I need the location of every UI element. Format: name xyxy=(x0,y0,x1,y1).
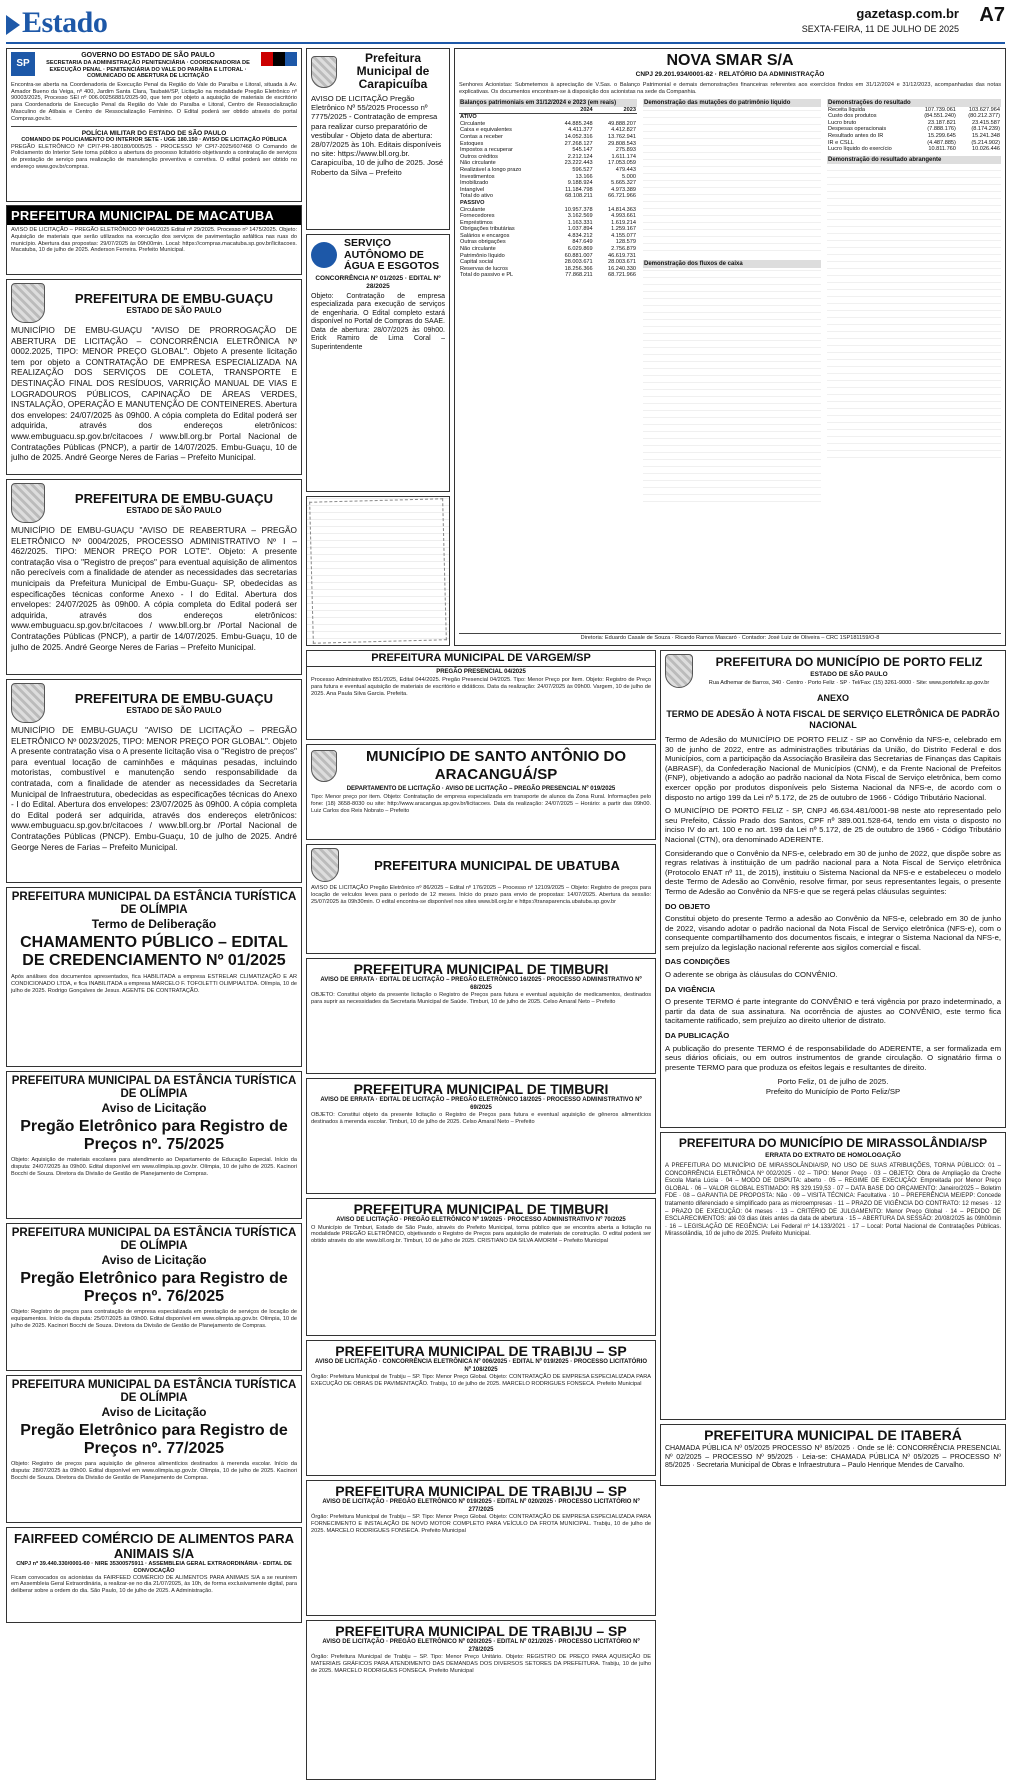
ad-headline: TERMO DE ADESÃO À NOTA FISCAL DE SERVIÇO ELETRÔNICA DE PADRÃO NACIONAL xyxy=(666,709,1000,730)
ad-subtitle: AVISO DE ERRATA · EDITAL DE LICITAÇÃO – PREGÃO ELETRÔNICO 18/2025 · PROCESSO ADMINISTRATIVO Nº 69/2025 xyxy=(320,1097,642,1111)
row-label: Investimentos xyxy=(460,173,495,180)
row-label: Total do passivo e PL xyxy=(460,272,514,279)
cell-value: 10.026.446 xyxy=(972,146,1000,153)
table-row xyxy=(459,174,637,181)
ad-body: Órgão: Prefeitura Municipal de Trabiju – SP. Tipo: Menor Preço Global. Objeto: CONTRATAÇÃO DE EMPRESA ESPECIALIZADA PARA EXECUÇÃO DE OBRAS DE PAVIMENTAÇÃO. Trabiju, 10 de julho de 2025. MARCELO RODRIGUES FONSECA. Prefeito Municipal xyxy=(311,1374,651,1387)
income-statement-table xyxy=(827,107,1001,153)
ad-kind: Aviso de Licitação xyxy=(101,1405,207,1419)
ad-title: PREFEITURA MUNICIPAL DE TIMBURI xyxy=(353,961,609,977)
ubatuba-crest-icon xyxy=(311,848,339,882)
ad-body: Após análises dos documentos apresentados, fica HABILITADA a empresa ESTRELAR CLIMATIZAÇÃO E AR CONDICIONADO LTDA, e fica INABILITADA a empresa MARCELO F. TOFOLETTI OLIMPIA/LTDA. Olímpia, 10 de julho de 2025. Rodrigo Gonçalves de Jesus. AGENTE DE CONTRATAÇÃO. xyxy=(11,974,297,994)
cell-value: 23.415.587 xyxy=(972,119,1000,126)
ad-subtitle: CONCORRÊNCIA Nº 01/2025 · EDITAL Nº 28/2025 xyxy=(315,274,441,290)
table-row xyxy=(459,187,637,194)
newspaper-logo[interactable] xyxy=(6,6,107,40)
cell-value: 77.868.211 xyxy=(565,272,593,279)
ad-state: ESTADO DE SÃO PAULO xyxy=(126,505,222,515)
ad-macatuba xyxy=(6,205,302,275)
table-row xyxy=(459,200,637,207)
row-label: Intangível xyxy=(460,186,485,193)
dre-title: Demonstrações do resultado xyxy=(827,99,1001,107)
cell-value: 103.627.964 xyxy=(968,106,1000,113)
table-row xyxy=(459,220,637,227)
table-row xyxy=(827,120,1001,127)
paragraph: O presente TERMO é parte integrante do CONVÊNIO e terá vigência por prazo indeterminado, a partir da data de sua assinatura. Na ocorrência de ajustes ao CONVÊNIO, este termo fica tacitamente ratificado, sem prejuízo ao direito ulterior de distrato. xyxy=(665,997,1001,1026)
ad-body: O Município de Timburi, Estado de São Paulo, através do Prefeito Municipal, torna público que se encontra aberta a licitação na modalidade PREGÃO ELETRÔNICO, objetivando o Registro de Preços para aquisição de materiais de construção. O edital poderá ser obtido através do site www.bll.org.br. Timburi, 10 de julho de 2025. CRISTIANO DA SILVA AMORIM – Prefeito Municipal xyxy=(311,1224,651,1245)
paragraph: Considerando que o Convênio da NFS-e, celebrado em 30 de junho de 2022, que dispõe sobre as regras relativas à instituição de um padrão nacional para a Nota Fiscal de Serviço eletrônica (Protocolo ENAT nº 11, de 2015), instituiu o Sistema Nacional da NFS-e e estabeleceu o modelo deste Termo de Adesão ao Convênio, resolve firmar, por seus representantes legais, o presente Termo de Adesão ao Convênio da NFS-e que se regerá pelas cláusulas seguintes: xyxy=(665,848,1001,896)
ad-headline: Pregão Eletrônico para Registro de Preços nº. 77/2025 xyxy=(20,1422,288,1457)
paragraph: A publicação do presente TERMO é de responsabilidade do ADERENTE, a ser formalizada em seus diários oficiais, ou em outros instrumentos de grande circulação. O signatário firma o presente TERMO para que produza os efeitos legais e resultantes de direito. xyxy=(665,1043,1001,1072)
ad-ubatuba xyxy=(306,844,656,954)
table-row xyxy=(459,213,637,220)
row-label: Outras obrigações xyxy=(460,239,506,246)
ad-body: Senhores Acionistas: Submetemos à apreciação de V.Sas. o Balanço Patrimonial e demais demonstrações financeiras referentes aos exercícios findos em 31/12/2024 e 31/12/2023, acompanhadas das notas explicativas. Os documentos encontram-se à disposição dos acionistas na sede da Companhia. xyxy=(459,82,1001,95)
ad-title: PREFEITURA DO MUNICÍPIO DE MIRASSOLÂNDIA/SP xyxy=(678,1136,988,1150)
cell-value: 128.579 xyxy=(615,239,636,246)
ad-address: Rua Adhemar de Barros, 340 · Centro · Porto Feliz · SP · Tel/Fax: (15) 3261-9000 · Site: www.portofeliz.sp.gov.br xyxy=(708,680,990,687)
cell-value: 14.814.363 xyxy=(608,206,636,213)
embu-crest-icon xyxy=(11,283,45,323)
ad-title: NOVA SMAR S/A xyxy=(666,52,794,69)
ad-olimpia-1 xyxy=(6,887,302,1067)
ad-body: Ficam convocados os acionistas da FAIRFEED COMÉRCIO DE ALIMENTOS PARA ANIMAIS S/A a se reunirem em Assembleia Geral Extraordinária, a realizar-se no dia 21/07/2025, às 10h, de forma exclusivamente digital, para deliberar sobre a ordem do dia. São Paulo, 10 de julho de 2025. A Administração. xyxy=(11,1574,297,1595)
notes-table xyxy=(827,164,1001,464)
ad-scanned-notice xyxy=(306,496,450,646)
cell-value: 15.241.348 xyxy=(972,132,1000,139)
cell-value: 5.665.327 xyxy=(611,180,636,187)
cell-value: 4.412.827 xyxy=(611,127,636,134)
ad-body: PREGÃO ELETRÔNICO Nº CPI7-PR-180180/0005/25 - PROCESSO Nº CPI7-2025/607468 O Comando de Policiamento do Interior Sete torna público a abertura do processo licitatório objetivando a contratação de serviços de prestação de serviço para realização de manutenção preventiva e corretiva. O edital poderá ser obtido no endereço www.gov.br/compras. xyxy=(11,143,297,171)
dmpl-table xyxy=(643,107,821,257)
row-label: Patrimônio líquido xyxy=(460,252,505,259)
annex-label: ANEXO xyxy=(816,693,849,703)
ad-timburi-2 xyxy=(306,1078,656,1194)
ad-body: Objeto: Registro de preços para contratação de empresa especializada em prestação de serviços de locação de equipamentos. Início da disputa: 25/07/2025 às 09h00. Edital disponível em www.olimpia.sp.gov.br. Olímpia, 10 de julho de 2025. Kacinori Bocchi de Souza. Diretora da Divisão de Gestão de Planejamento de Compras. xyxy=(11,1309,297,1329)
table-row xyxy=(459,141,637,148)
ad-subtitle: CNPJ nº 39.440.330/0001-60 · NIRE 35300575911 · ASSEMBLEIA GERAL EXTRAORDINÁRIA · EDITAL DE CONVOCAÇÃO xyxy=(16,1561,292,1574)
ad-title: PREFEITURA MUNICIPAL DE MACATUBA xyxy=(7,206,301,225)
ad-headline: Pregão Eletrônico para Registro de Preços nº. 75/2025 xyxy=(20,1118,288,1153)
ad-title: PREFEITURA MUNICIPAL DA ESTÂNCIA TURÍSTICA DE OLÍMPIA xyxy=(11,891,297,916)
header-rule xyxy=(6,42,1005,44)
cell-value xyxy=(594,200,637,207)
cell-value: 4.155.077 xyxy=(611,232,636,239)
row-label: Realizável a longo prazo xyxy=(460,166,522,173)
cell-value: 60.881.007 xyxy=(564,252,593,259)
cell-value: 1.259.167 xyxy=(611,226,636,233)
ad-title: SERVIÇO AUTÔNOMO DE ÁGUA E ESGOTOS xyxy=(344,237,440,272)
ad-body: MUNICÍPIO DE EMBU-GUAÇU "AVISO DE LICITAÇÃO – PREGÃO ELETRÔNICO Nº 0023/2025, TIPO: MENOR PREÇO POR GLOBAL". Objeto A presente contratação visa o A presente licitação visa o "Registro de preços" para eventual locação de caminhões e máquinas pesadas, incluindo motoristas, combustível e manutenção sendo responsabilidade da contratada, com a finalidade de atender as necessidades da Secretaria Municipal de Infraestrutura, obedecidas as especificações técnicas do Anexo - I do Edital. Abertura dos envelopes: 23/07/2025 às 09h00. A cópia completa do Edital poderá ser adquirida, através dos endereços eletrônicos: www.embuguacu.sp.gov.br/citacoes / www.bll.org.br /Portal Nacional de Contratações Públicas (PNCP). Embu-Guaçu, 10 de julho de 2025. André George Neres de Farias – Prefeito Municipal. xyxy=(11,725,297,852)
row-label: Lucro bruto xyxy=(828,119,857,126)
cell-value: 17.053.059 xyxy=(608,160,636,167)
ad-subtitle: AVISO DE LICITAÇÃO · PREGÃO ELETRÔNICO Nº 19/2025 · PROCESSO ADMINISTRATIVO Nº 70/2025 xyxy=(336,1217,626,1223)
ad-title: Prefeitura Municipal de Carapicuíba xyxy=(356,51,430,91)
ad-body: OBJETO: Constitui objeto da presente licitação o Registro de Preços para futura e eventual aquisição de medicamentos, destinados para suprir as necessidades da Secretaria Municipal de Saúde. Timburi, 10 de julho de 2025. Celso Amaral Neto – Prefeito xyxy=(311,992,651,1005)
cell-value: 46.619.731 xyxy=(608,252,636,259)
ad-porto-feliz xyxy=(660,650,1006,1128)
sp-gov-brand-icon xyxy=(261,52,297,66)
cell-value: 10.957.378 xyxy=(564,206,593,213)
row-label: Capital social xyxy=(460,259,494,266)
cell-value: 2.756.879 xyxy=(611,246,636,253)
cell-value: (80.212.377) xyxy=(968,113,1000,120)
table-row xyxy=(459,134,637,141)
cell-value: 1.611.174 xyxy=(611,153,636,160)
ad-subtitle: COMANDO DE POLICIAMENTO DO INTERIOR SETE - UGE 180.150 · AVISO DE LICITAÇÃO PÚBLICA xyxy=(21,137,287,144)
ad-title: GOVERNO DO ESTADO DE SÃO PAULO xyxy=(81,52,215,59)
cell-value: 545.147 xyxy=(572,147,593,154)
row-label: Resultado antes do IR xyxy=(828,132,884,139)
table-row xyxy=(459,114,637,121)
ad-title: PREFEITURA MUNICIPAL DE TIMBURI xyxy=(353,1081,609,1097)
ad-olimpia-3 xyxy=(6,1223,302,1371)
paragraph: O aderente se obriga às cláusulas do CONVÊNIO. xyxy=(665,970,838,980)
row-label: PASSIVO xyxy=(460,199,485,206)
cell-value: 13.762.941 xyxy=(608,133,636,140)
ad-body: AVISO DE LICITAÇÃO Pregão Eletrônico nº 86/2025 – Edital nº 176/2025 – Processo nº 12109/2025 – Objeto: Registro de preços para locação de veículos leves para o período de 12 meses. Início do prazo para envio de propostas: 14/07/2025. Abertura da sessão: 25/07/2025 às 09h30min. O edital encontra-se disponível nos sites www.bll.org.br e https://transparencia.ubatuba.sp.gov.br xyxy=(311,885,651,905)
row-label: Obrigações tributárias xyxy=(460,226,515,233)
cell-value: 3.162.569 xyxy=(567,213,593,220)
ad-body: Objeto: Registro de preços para aquisição de gêneros alimentícios destinados à merenda escolar. Início da disputa: 28/07/2025 às 09h00. Edital disponível em www.olimpia.sp.gov.br. Olímpia, 10 de julho de 2025. Kacinori Bocchi de Souza. Diretora da Divisão de Gestão de Planejamento de Compras. xyxy=(11,1461,297,1481)
paragraph: Constitui objeto do presente Termo a adesão ao Convênio da NFS-e, celebrado em 30 de junho de 2022, visando adotar o padrão nacional da Nota Fiscal de Serviço eletrônica (NFS-e), com o consequente compartilhamento dos documentos fiscais, e integrar o Sistema Nacional da NFS-e, sem prejuízo da legislação nacional referente aos sigilos comercial e fiscal. xyxy=(665,914,1001,952)
ad-kind: Aviso de Licitação xyxy=(101,1253,207,1267)
row-label: Circulante xyxy=(460,206,486,213)
ad-olimpia-2 xyxy=(6,1071,302,1219)
ad-title: PREFEITURA MUNICIPAL DE UBATUBA xyxy=(374,857,620,873)
aracangua-crest-icon xyxy=(311,750,337,782)
ad-title: POLÍCIA MILITAR DO ESTADO DE SÃO PAULO xyxy=(81,129,227,137)
ad-body: Objeto: Contratação de empresa especializada para execução de serviços de engenharia. O Edital completo estará disponível no Portal de Compras do SAAE. Data de abertura: 28/07/2025 às 09h00. Erick Ramiro de Lima Coral – Superintendente xyxy=(311,292,445,352)
ad-embu-2 xyxy=(6,479,302,675)
row-label: Salários e encargos xyxy=(460,232,510,239)
ad-subtitle: PREGÃO PRESENCIAL 04/2025 xyxy=(436,669,526,675)
ad-timburi-1 xyxy=(306,958,656,1074)
table-row xyxy=(827,140,1001,147)
cell-value: 11.184.798 xyxy=(565,186,593,193)
ad-trabiju-3 xyxy=(306,1620,656,1780)
site-url[interactable]: gazetasp.com.br xyxy=(856,6,959,21)
row-label: Circulante xyxy=(460,120,486,127)
ad-timburi-3 xyxy=(306,1198,656,1336)
row-label: Impostos a recuperar xyxy=(460,147,513,154)
row-label: Não circulante xyxy=(460,160,496,167)
ad-title: PREFEITURA MUNICIPAL DE TIMBURI xyxy=(353,1201,609,1217)
table-row xyxy=(827,107,1001,114)
ad-vargem xyxy=(306,650,656,740)
ad-sp-gov xyxy=(6,48,302,202)
cell-value xyxy=(594,114,637,121)
table-row xyxy=(459,239,637,246)
ad-title: PREFEITURA MUNICIPAL DA ESTÂNCIA TURÍSTICA DE OLÍMPIA xyxy=(11,1379,297,1404)
ad-itabera xyxy=(660,1424,1006,1486)
ad-headline: Pregão Eletrônico para Registro de Preços nº. 76/2025 xyxy=(20,1270,288,1305)
cell-value: 27.268.127 xyxy=(564,140,593,147)
table-row xyxy=(459,226,637,233)
ad-signatures: Diretoria: Eduardo Casale de Souza · Ricardo Ramos Mascaró · Contador: José Luiz de Oliveira – CRC 1SP181159/O-8 xyxy=(459,633,1001,642)
ad-body: AVISO DE LICITAÇÃO Pregão Eletrônico Nº 55/2025 Processo nº 7775/2025 - Contratação de empresa para realizar curso preparatório de vestibular - Objeto data de abertura: 28/07/2025 às 10h. Editais disponíveis no site: https://www.bll.org.br. Carapicuíba, 10 de julho de 2025. José Roberto da Silva – Prefeito xyxy=(311,94,444,177)
ad-olimpia-4 xyxy=(6,1375,302,1523)
cell-value: (5.214.902) xyxy=(971,139,1000,146)
table-row xyxy=(459,121,637,128)
ad-trabiju-2 xyxy=(306,1480,656,1616)
ad-title: PREFEITURA DO MUNICÍPIO DE PORTO FELIZ xyxy=(715,655,983,670)
table-row xyxy=(459,154,637,161)
ad-nova-smar xyxy=(454,48,1006,646)
ad-saae xyxy=(306,234,450,492)
table-row xyxy=(459,167,637,174)
dfc-title: Demonstração dos fluxos de caixa xyxy=(643,260,821,268)
cell-value: 847.649 xyxy=(572,239,593,246)
bp-year: 2023 xyxy=(594,107,637,114)
scanned-document-image xyxy=(309,498,447,643)
place-date: Porto Feliz, 01 de julho de 2025. xyxy=(777,1077,889,1087)
ad-body: AVISO DE LICITAÇÃO – PREGÃO ELETRÔNICO Nº 046/2025 Edital nº 29/2025. Processo nº 1475/2025. Objeto: Aquisição de materiais que serão utilizados na execução dos serviços de pavimentação asfáltica nas ruas do município. Abertura das propostas: 29/07/2025 às 09h00min. Local: https://compras.macatuba.sp.gov.br/licitacoes. Macatuba, 10 de julho de 2025. Anderson Ferreira. Prefeito Municipal. xyxy=(11,227,297,254)
section-heading: DA VIGÊNCIA xyxy=(665,984,716,994)
table-row xyxy=(459,180,637,187)
cell-value: 23.187.821 xyxy=(927,119,956,126)
ad-body: MUNICÍPIO DE EMBU-GUAÇU "AVISO DE REABERTURA – PREGÃO ELETRÔNICO Nº 0004/2025, PROCESSO ADMINISTRATIVO Nº I – 462/2025. TIPO: MENOR PREÇO POR LOTE". Objeto: A presente contratação visa o "Registro de preços" para eventual aquisição de alimentos não perecíveis com a finalidade de atender as necessidades das secretarias municipais da Prefeitura Municipal de Embu-Guaçu- SP, obedecidas as especificações técnicas conforme Anexo - I do Edital. Abertura dos envelopes: 24/07/2025 às 09h00. A cópia completa do Edital poderá ser adquirida, através dos endereços eletrônicos: www.embuguacu.sp.gov.br/citacoes / www.bll.org.br /Portal Nacional de Contratações Públicas (PNCP), a partir de 14/07/2025. Embu-Guaçu, 10 de julho de 2025. André George Neres de Farias – Prefeito Municipal. xyxy=(11,525,297,652)
ad-subtitle: DEPARTAMENTO DE LICITAÇÃO · AVISO DE LICITAÇÃO – PREGÃO PRESENCIAL Nº 019/2025 xyxy=(346,786,616,792)
table-row xyxy=(459,127,637,134)
row-label: Fornecedores xyxy=(460,213,495,220)
ad-subtitle: AVISO DE LICITAÇÃO · CONCORRÊNCIA ELETRÔNICA Nº 006/2025 · EDITAL Nº 019/2025 · PROCESSO LICITATÓRIO Nº 108/2025 xyxy=(315,1359,647,1373)
embu-crest-icon xyxy=(11,683,45,723)
ad-title: FAIRFEED COMÉRCIO DE ALIMENTOS PARA ANIMAIS S/A xyxy=(14,1531,294,1561)
ad-title: PREFEITURA MUNICIPAL DE TRABIJU – SP xyxy=(335,1343,627,1359)
cell-value: 23.222.443 xyxy=(564,160,593,167)
table-row xyxy=(459,259,637,266)
row-label: Caixa e equivalentes xyxy=(460,127,512,134)
paragraph: Termo de Adesão do MUNICÍPIO DE PORTO FELIZ - SP ao Convênio da NFS-e, celebrado em 30 de junho de 2022, entre as administrações tributárias da União, do Distrito Federal e dos Municípios, com a participação da Associação Brasileira das Secretarias de Finanças das Capitais (ABRASF), da Confederação Nacional de Municípios (CNM), e da Frente Nacional de Prefeitos (FNP), objetivando a adoção ao padrão nacional da Nota Fiscal de Serviço eletrônica, bem como exercer opção por produtos disponíveis pelo Sistema Nacional da NFS-e, de acordo com o disposto no artigo 199 da Lei nº 5.172, de 25 de outubro de 1966 - Código Tributário Nacional. xyxy=(665,735,1001,802)
ad-subtitle: AVISO DE LICITAÇÃO · PREGÃO ELETRÔNICO Nº 019/2025 · EDITAL Nº 020/2025 · PROCESSO LICITATÓRIO Nº 277/2025 xyxy=(322,1499,640,1513)
table-row xyxy=(459,272,637,279)
ad-kind: Termo de Deliberação xyxy=(91,917,217,931)
ad-body: Tipo: Menor preço por item. Objeto: Contratação de empresa especializada em transporte de alunos da Zona Rural. Informações pelo fone: (18) 3658-8030 ou site: http://www.aracangua.sp.gov.br/licitacoes. Data da realização: 24/07/2025 – Horário: a partir das 09h00. Luiz Carlos dos Reis Nobrato – Prefeito xyxy=(311,794,651,814)
ad-body: Objeto: Aquisição de materiais escolares para atendimento ao Departamento de Educação Especial. Início da disputa: 24/07/2025 às 09h00. Edital disponível em www.olimpia.sp.gov.br. Olímpia, 10 de julho de 2025. Kacinori Bocchi de Souza. Diretora da Divisão de Gestão de Planejamento de Compras. xyxy=(11,1157,297,1177)
ad-subtitle: CNPJ 29.201.934/0001-82 · RELATÓRIO DA ADMINISTRAÇÃO xyxy=(635,71,825,78)
carapicuiba-crest-icon xyxy=(311,56,337,88)
bp-title: Balanços patrimoniais em 31/12/2024 e 2023 (em reais) xyxy=(459,99,637,107)
cell-value: (4.487.885) xyxy=(927,139,956,146)
cell-value: 44.885.248 xyxy=(564,120,593,127)
cell-value: 29.808.543 xyxy=(608,140,636,147)
ad-body: A PREFEITURA DO MUNICÍPIO DE MIRASSOLÂNDIA/SP, NO USO DE SUAS ATRIBUIÇÕES, TORNA PÚBLICO: 01 – CONCORRÊNCIA ELETRÔNICA Nº 002/2025 · 02 – TIPO: Menor Preço · 03 – OBJETO: Obra de Ampliação da Creche Escola Maria Lúcia · 04 – MODO DE DISPUTA: aberto · 05 – REGIME DE EXECUÇÃO: Empreitada por Menor Preço GLOBAL · 06 – VALOR GLOBAL ESTIMADO: R$ 329.159,53 · 07 – DATA BASE DO ORÇAMENTO: Janeiro/2025 – Boletim FDE · 08 – GARANTIA DE PROPOSTA: Não · 09 – VISITA TÉCNICA: Facultativa · 10 – PREFERÊNCIA ME/EPP: Concede tratamento diferenciado e simplificado para as microempresas · 11 – PRAZO DE VIGÊNCIA DO CONTRATO: 12 meses · 12 – PRAZO DE EXECUÇÃO: 04 meses · 13 – CRITÉRIO DE JULGAMENTO: Menor Preço Global · 14 – PEDIDO DE ESCLARECIMENTOS: até 03 dias úteis antes da data de abertura · 15 – ABERTURA DA SESSÃO: 20/08/2025 às 09h00min · 16 – LEGISLAÇÃO DE REGÊNCIA: Lei Federal nº 14.133/2021 · 17 – Local: Portal Nacional de Contratações Públicas. Mirassolândia, 10 de julho de 2025. Prefeito Municipal. xyxy=(665,1163,1001,1238)
cell-value: 1.037.894 xyxy=(567,226,593,233)
cell-value: 1.619.214 xyxy=(611,219,636,226)
paragraph: O MUNICÍPIO DE PORTO FELIZ - SP, CNPJ 46.634.481/0001-98 neste ato representado pelo seu Prefeito, Cássio Prado dos Santos, CPF nº 389.001.528-64, tendo em vista o disposto no inciso IV do art. 100 e no art. 199 da Lei nº 5.172, de 25 de outubro de 1966 - Código Tributário Nacional (CTN), ora denominado ADERENTE. xyxy=(665,806,1001,844)
ad-mirassolandia xyxy=(660,1132,1006,1420)
ad-title: PREFEITURA DE EMBU-GUAÇU xyxy=(74,690,274,706)
row-label: Outros créditos xyxy=(460,153,498,160)
page-number: A7 xyxy=(979,4,1005,26)
row-label: Reservas de lucros xyxy=(460,265,508,272)
ad-embu-1 xyxy=(6,279,302,475)
ad-kind: Aviso de Licitação xyxy=(101,1101,207,1115)
cell-value: 4.834.212 xyxy=(567,232,593,239)
cell-value: 4.973.389 xyxy=(611,186,636,193)
ad-title: PREFEITURA MUNICIPAL DA ESTÂNCIA TURÍSTICA DE OLÍMPIA xyxy=(11,1075,297,1100)
cell-value: (84.551.240) xyxy=(924,113,956,120)
ad-body: Processo Administrativo 851/2025, Edital 044/2025. Pregão Presencial 04/2025. Tipo: Menor Preço por Item. Objeto: Registro de Preço para futura e eventual aquisição de materiais de escritório e didáticos. Data da realização: 24/07/2025 às 09h00. Vargem, 10 de julho de 2025. Ana Paula Silva Garcia. Prefeita. xyxy=(311,677,651,697)
table-row xyxy=(459,246,637,253)
ad-title: MUNICÍPIO DE SANTO ANTÔNIO DO ARACANGUÁ/SP xyxy=(365,748,626,783)
edition-date: SEXTA-FEIRA, 11 DE JULHO DE 2025 xyxy=(801,24,959,34)
cell-value: 2.212.124 xyxy=(567,153,593,160)
ad-subtitle: SECRETARIA DA ADMINISTRAÇÃO PENITENCIÁRIA · COORDENADORIA DE EXECUÇÃO PENAL · PENITENCIÁRIA DO VALE DO PARAÍBA E LITORAL · COMUNICADO DE ABERTURA DE LICITAÇÃO xyxy=(46,60,250,80)
row-label: Contas a receber xyxy=(460,133,503,140)
ad-title: PREFEITURA DE EMBU-GUAÇU xyxy=(74,290,274,306)
cell-value: 275.893 xyxy=(615,147,636,154)
row-label: Empréstimos xyxy=(460,219,493,226)
table-row xyxy=(459,253,637,260)
table-row xyxy=(827,146,1001,153)
cell-value: 68.721.966 xyxy=(608,272,636,279)
ad-carapicuiba xyxy=(306,48,450,230)
ad-embu-3 xyxy=(6,679,302,883)
section-heading: DAS CONDIÇÕES xyxy=(665,957,730,967)
logo-text: Estado xyxy=(22,6,108,39)
table-row xyxy=(459,233,637,240)
cell-value: 66.721.966 xyxy=(608,193,636,200)
table-row xyxy=(459,193,637,200)
cell-value: 18.256.366 xyxy=(564,265,593,272)
cell-value: 49.888.207 xyxy=(608,120,636,127)
ad-title: PREFEITURA MUNICIPAL DE TRABIJU – SP xyxy=(335,1483,627,1499)
dra-title: Demonstração do resultado abrangente xyxy=(827,156,1001,164)
table-row xyxy=(459,147,637,154)
ad-state: ESTADO DE SÃO PAULO xyxy=(126,705,222,715)
dmpl-title: Demonstração das mutações do patrimônio líquido xyxy=(643,99,821,107)
cell-value: 28.003.671 xyxy=(608,259,636,266)
row-label: Lucro líquido do exercício xyxy=(828,146,892,153)
ad-body: MUNICÍPIO DE EMBU-GUAÇU "AVISO DE PRORROGAÇÃO DE ABERTURA DE LICITAÇÃO – CONCORRÊNCIA ELETRÔNICA Nº 0002.2025, TIPO: MENOR PREÇO GLOBAL". Objeto A presente licitação tem por objeto a CONTRATAÇÃO DE EMPRESA ESPECIALIZADA NA REALIZAÇÃO DOS SERVIÇOS DE COLETA, TRANSPORTE E DESTINAÇÃO FINAL DOS RESÍDUOS, VARRIÇÃO MANUAL DE VIAS E LOGRADOUROS PÚBLICOS, CAPINAÇÃO DE ÁREAS VERDES, INSTALAÇÃO, OPERAÇÃO E MANUTENÇÃO DE CONTEINERES. Abertura dos envelopes: 24/07/2025 às 09h00. A cópia completa do Edital poderá ser adquirida, através dos endereços eletrônicos: www.embuguacu.sp.gov.br/citacoes / www.bll.org.br Portal Nacional de Contratações Públicas (PNCP), a partir de 14/07/2025. Embu-Guaçu, 10 de julho de 2025. André George Neres de Farias – Prefeito Municipal. xyxy=(11,325,297,463)
ad-state: ESTADO DE SÃO PAULO xyxy=(126,305,222,315)
ad-body: OBJETO: Constitui objeto da presente licitação o Registro de Preços para futura e eventual aquisição de gêneros alimentícios destinados à merenda escolar. Timburi, 10 de julho de 2025. Celso Amaral Neto – Prefeito xyxy=(311,1112,651,1125)
cell-value: 1.163.331 xyxy=(567,219,593,226)
ad-subtitle: AVISO DE LICITAÇÃO · PREGÃO ELETRÔNICO Nº 020/2025 · EDITAL Nº 021/2025 · PROCESSO LICITATÓRIO Nº 278/2025 xyxy=(322,1639,640,1653)
ad-body: Órgão: Prefeitura Municipal de Trabiju – SP. Tipo: Menor Preço Global. Objeto: CONTRATAÇÃO DE EMPRESA ESPECIALIZADA PARA FORNECIMENTO E INSTALAÇÃO DE NOVO MOTOR COMPLETO PARA VEÍCULO DA FROTA MUNICIPAL. Trabiju, 10 de julho de 2025. MARCELO RODRIGUES FONSECA. Prefeito Municipal xyxy=(311,1514,651,1534)
row-label: Receita líquida xyxy=(828,106,866,113)
cell-value: 479.443 xyxy=(615,166,636,173)
ad-aracangua xyxy=(306,744,656,840)
row-label: IR e CSLL xyxy=(828,139,854,146)
cell-value: 13.166 xyxy=(575,173,593,180)
cell-value: 6.029.869 xyxy=(567,246,593,253)
ad-subtitle: ERRATA DO EXTRATO DE HOMOLOGAÇÃO xyxy=(765,1152,901,1159)
cell-value xyxy=(550,200,593,207)
cell-value: 14.052.316 xyxy=(564,133,593,140)
ad-state: ESTADO DE SÃO PAULO xyxy=(810,671,888,679)
ad-body: Órgão: Prefeitura Municipal de Trabiju – SP. Tipo: Menor Preço Unitário. Objeto: REGISTRO DE PREÇO PARA AQUISIÇÃO DE MATERIAIS GRÁFICOS PARA ATENDIMENTO DAS DEMANDAS DOS DIVERSOS SETORES DA PREFEITURA. Trabiju, 10 de julho de 2025. MARCELO RODRIGUES FONSECA. Prefeito Municipal xyxy=(311,1654,651,1674)
cell-value: 5.000 xyxy=(622,173,636,180)
bp-year: 2024 xyxy=(550,107,593,114)
cell-value: 9.188.924 xyxy=(567,180,593,187)
row-label: Não circulante xyxy=(460,246,496,253)
row-label: ATIVO xyxy=(460,114,477,121)
table-row xyxy=(827,126,1001,133)
ad-headline: CHAMAMENTO PÚBLICO – EDITAL DE CREDENCIAMENTO Nº 01/2025 xyxy=(20,934,288,969)
porto-feliz-crest-icon xyxy=(665,654,693,688)
sp-logo-icon: SP xyxy=(11,52,35,76)
table-row xyxy=(459,266,637,273)
ad-title: PREFEITURA MUNICIPAL DA ESTÂNCIA TURÍSTICA DE OLÍMPIA xyxy=(11,1227,297,1252)
cell-value: 15.299.645 xyxy=(927,132,956,139)
cell-value: 107.739.061 xyxy=(924,106,956,113)
embu-crest-icon xyxy=(11,483,45,523)
cell-value: 10.811.760 xyxy=(928,146,956,153)
balance-sheet-table xyxy=(459,107,637,279)
row-label: Estoques xyxy=(460,140,484,147)
ad-title: PREFEITURA MUNICIPAL DE VARGEM/SP xyxy=(307,651,655,667)
cell-value: 4.411.377 xyxy=(568,127,593,134)
logo-arrow-icon xyxy=(6,15,20,35)
ad-title: PREFEITURA MUNICIPAL DE TRABIJU – SP xyxy=(335,1623,627,1639)
ad-body: Encontra-se aberta na Coordenadoria de Execução Penal da Região do Vale do Paraíba e Litoral, situada à Av. Amador Bueno da Veiga, nº 400, Jardim Santa Clara, Taubaté/SP, Licitação na modalidade Pregão Eletrônico nº 90003/2025, Processo SEI nº 006.00256881/2025-90, que tem por objeto a aquisição de materiais de escritório para Coordenadoria de Execução Penal da Região do Vale do Paraíba e Litoral, Centro de Ressocialização Masculino de Atibaia e Centro de Ressocialização Feminino. O Edital poderá ser obtido através do portal Compras.gov.br. xyxy=(11,81,297,122)
section-heading: DA PUBLICAÇÃO xyxy=(665,1031,730,1041)
cell-value: (7.888.176) xyxy=(927,126,956,133)
ad-title: PREFEITURA MUNICIPAL DE ITABERÁ xyxy=(704,1427,962,1443)
dfc-table xyxy=(643,268,821,508)
cell-value xyxy=(550,114,593,121)
table-row xyxy=(459,207,637,214)
ad-body: CHAMADA PÚBLICA Nº 05/2025 PROCESSO Nº 85/2025 · Onde se lê: CONCORRÊNCIA PRESENCIAL Nº 02/2025 – PROCESSO Nº 95/2025 · Leia-se: CHAMADA PÚBLICA Nº 05/2025 – PROCESSO Nº 85/2025 · Secretaria Municipal de Obras e Infraestrutura – Paulo Henrique Mendes de Carvalho. xyxy=(665,1445,1001,1470)
table-row xyxy=(827,133,1001,140)
cell-value: 596.527 xyxy=(572,166,593,173)
signer: Prefeito do Município de Porto Feliz/SP xyxy=(765,1087,901,1096)
section-heading: DO OBJETO xyxy=(665,901,711,911)
table-row xyxy=(827,113,1001,120)
ad-trabiju-1 xyxy=(306,1340,656,1476)
table-row xyxy=(459,160,637,167)
row-label: Custo dos produtos xyxy=(828,113,877,120)
cell-value: 68.108.211 xyxy=(565,193,593,200)
cell-value: 16.240.330 xyxy=(608,265,636,272)
ad-fairfeed xyxy=(6,1527,302,1623)
cell-value: 28.003.671 xyxy=(564,259,593,266)
ad-subtitle: AVISO DE ERRATA · EDITAL DE LICITAÇÃO – PREGÃO ELETRÔNICO 16/2025 · PROCESSO ADMINISTRATIVO Nº 68/2025 xyxy=(320,977,642,991)
ad-title: PREFEITURA DE EMBU-GUAÇU xyxy=(74,490,274,506)
cell-value: (8.174.239) xyxy=(971,126,1000,133)
row-label: Imobilizado xyxy=(460,180,489,187)
cell-value: 4.993.661 xyxy=(611,213,636,220)
water-drop-icon xyxy=(311,242,337,268)
row-label: Despesas operacionais xyxy=(828,126,887,133)
row-label: Total do ativo xyxy=(460,193,493,200)
